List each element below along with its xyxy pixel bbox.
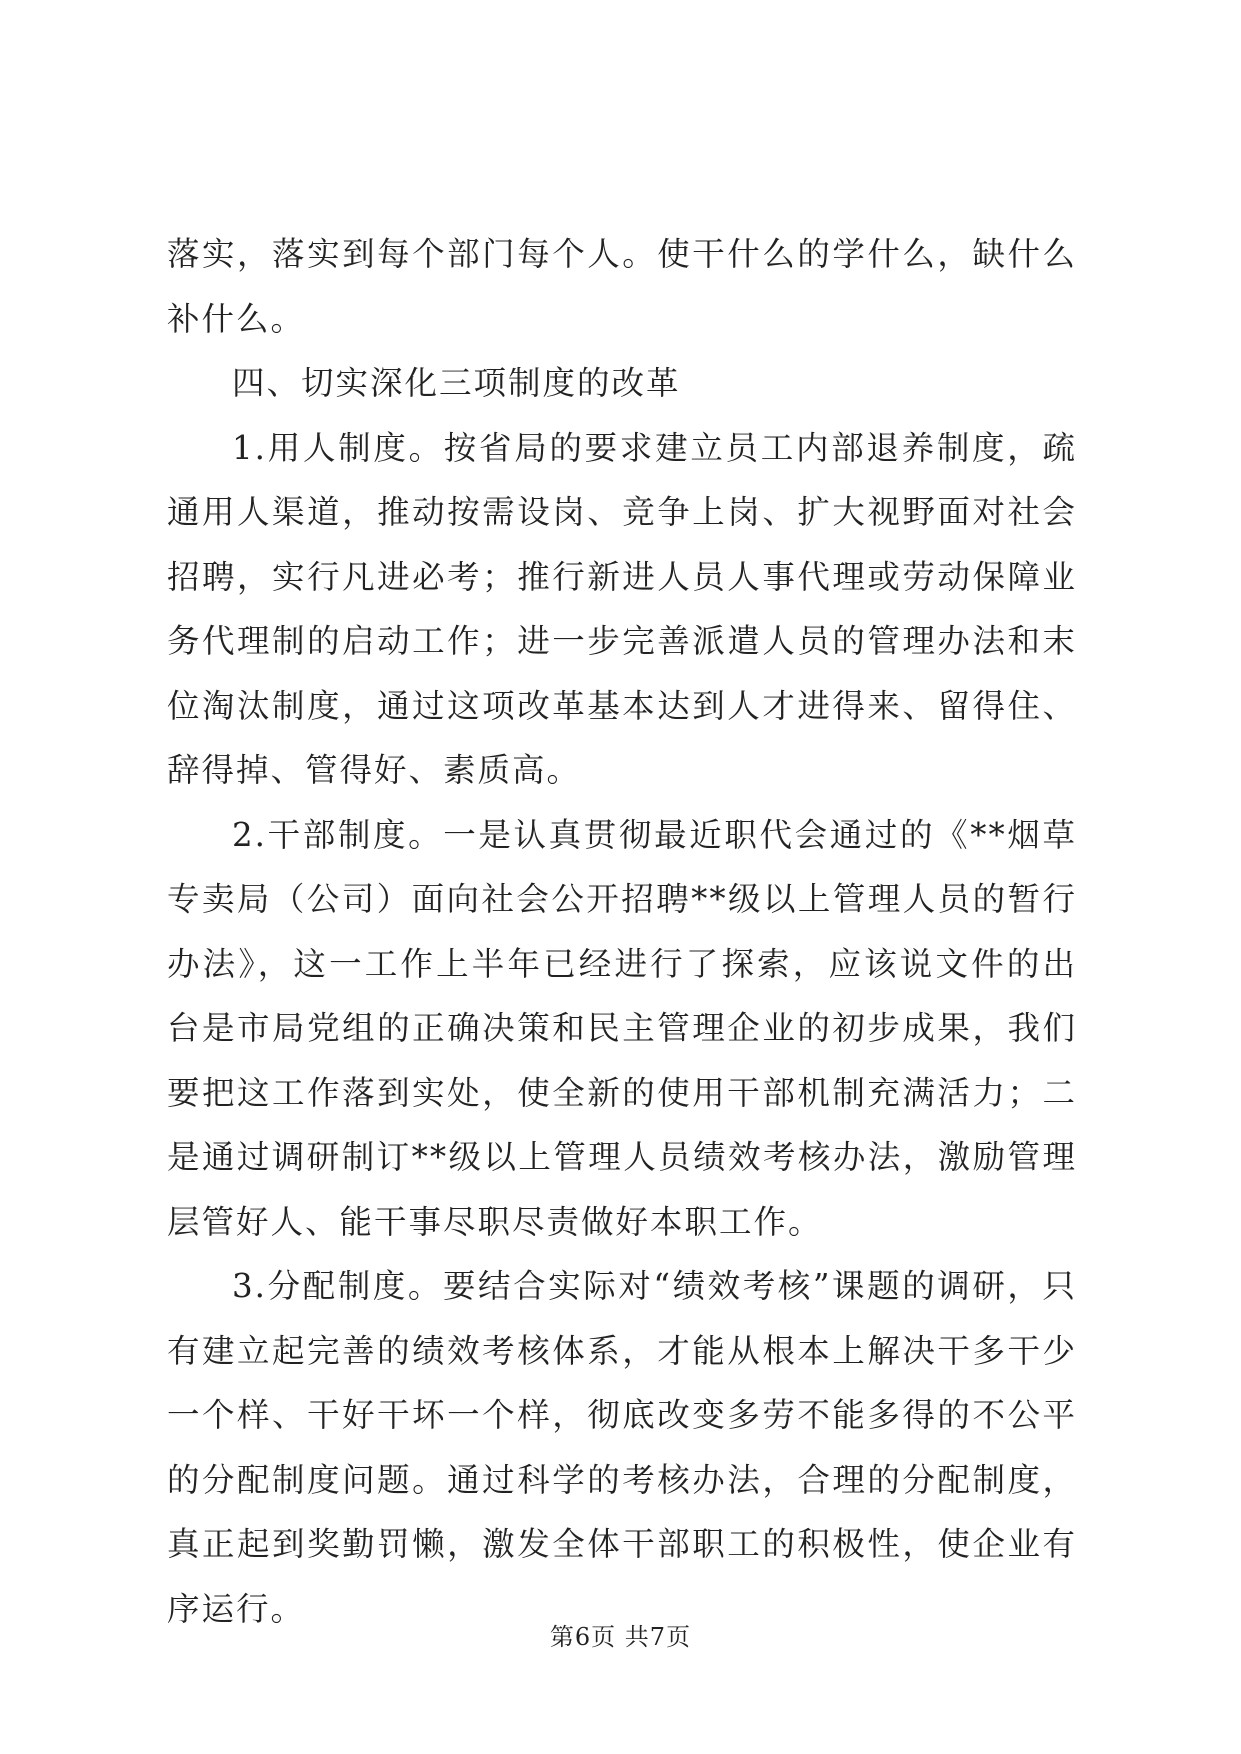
paragraph-distribution-system: 3.分配制度。要结合实际对“绩效考核”课题的调研，只有建立起完善的绩效考核体系，才能从根本上解决干多干少一个样、干好干坏一个样，彻底改变多劳不能多得的不公平的分配制度问题。通过科学的考核办法，合理的分配制度，真正起到奖勤罚懒，激发全体干部职工的积极性，使企业有序运行。 bbox=[167, 1267, 1077, 1628]
paragraph-cadre-system: 2.干部制度。一是认真贯彻最近职代会通过的《**烟草专卖局（公司）面向社会公开招聘**级以上管理人员的暂行办法》，这一工作上半年已经进行了探索，应该说文件的出台是市局党组的正确决策和民主管理企业的初步成果，我们要把这工作落到实处，使全新的使用干部机制充满活力；二是通过调研制订**级以上管理人员绩效考核办法，激励管理层管好人、能干事尽职尽责做好本职工作。 bbox=[167, 815, 1077, 1241]
section-heading: 四、切实深化三项制度的改革 bbox=[232, 364, 681, 402]
paragraph-employment-system: 1.用人制度。按省局的要求建立员工内部退养制度，疏通用人渠道，推动按需设岗、竞争上岗、扩大视野面对社会招聘，实行凡进必考；推行新进人员人事代理或劳动保障业务代理制的启动工作；进一步完善派遣人员的管理办法和末位淘汰制度，通过这项改革基本达到人才进得来、留得住、辞得掉、管得好、素质高。 bbox=[167, 428, 1077, 789]
page-number-footer: 第6页 共7页 bbox=[549, 1623, 692, 1651]
document-body bbox=[167, 222, 1077, 1641]
paragraph-continuation: 落实，落实到每个部门每个人。使干什么的学什么，缺什么补什么。 bbox=[167, 235, 1077, 338]
